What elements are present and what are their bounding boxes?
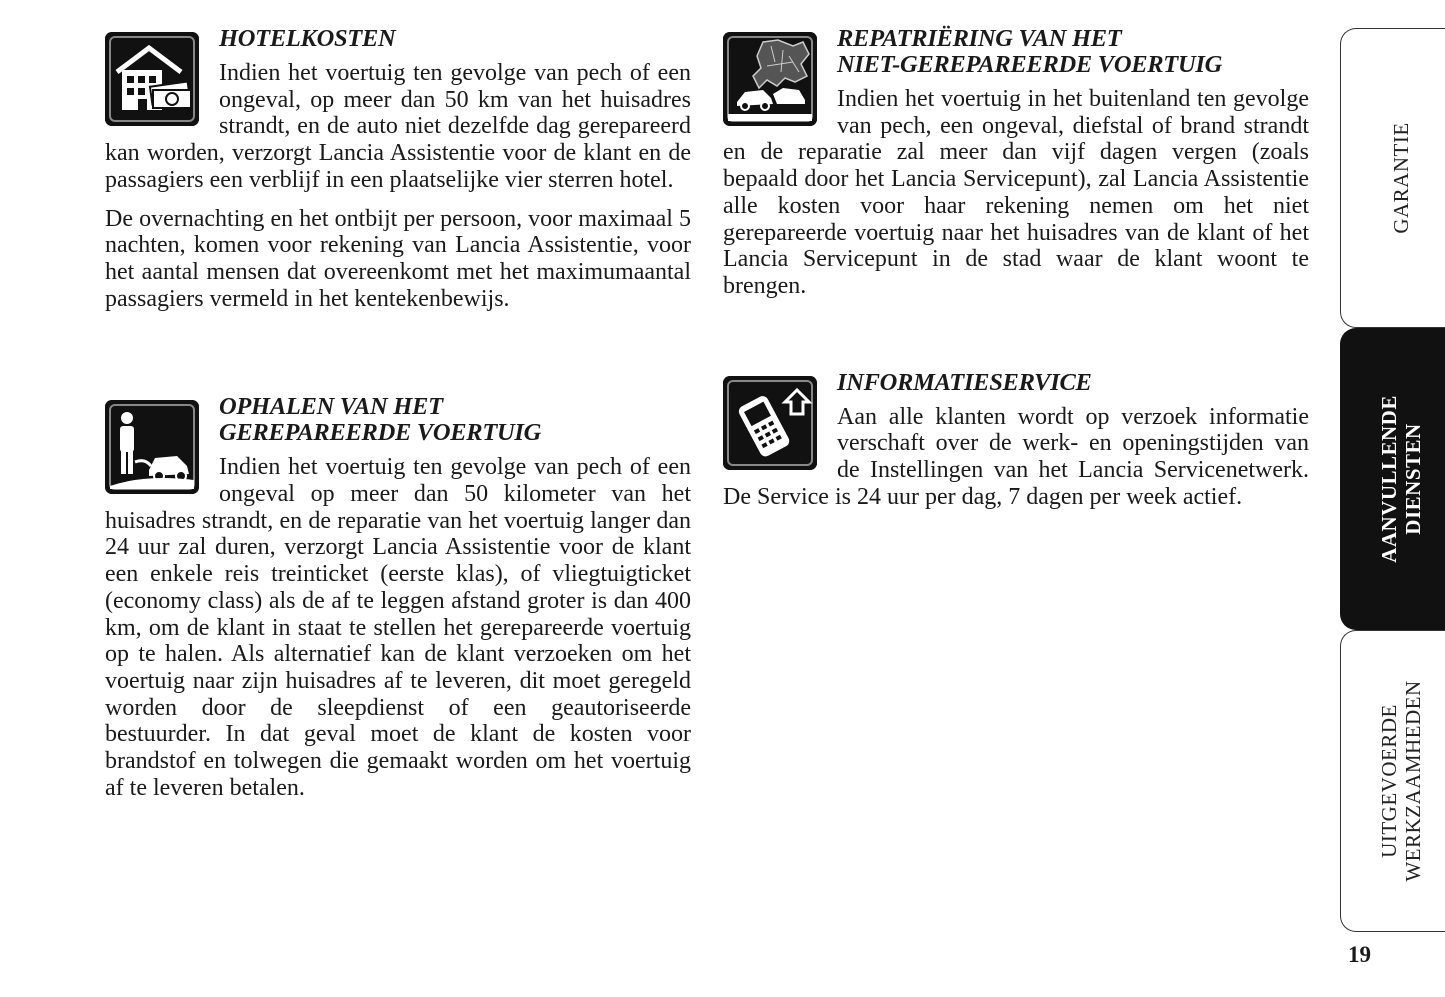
repatriering-title-line-1: REPATRIËRING VAN HET bbox=[837, 25, 1122, 52]
tab-aanvullende-line-2: DIENSTEN bbox=[1400, 423, 1425, 535]
hotelkosten-title: HOTELKOSTEN bbox=[219, 25, 396, 52]
section-ophalen bbox=[105, 394, 691, 801]
informatieservice-paragraph-1: Aan alle klanten wordt op verzoek informatie verschaft over de werk- en openingstijden van de Instellingen van het Lancia Servicenetwerk. De Service is 24 uur per dag, 7 dagen per week actief. bbox=[723, 403, 1309, 510]
hotel-money-icon bbox=[105, 32, 199, 126]
tab-aanvullende-line-1: AANVULLENDE bbox=[1376, 395, 1401, 563]
tab-garantie-line-1: GARANTIE bbox=[1388, 122, 1413, 234]
tab-uitgevoerde-werkzaamheden[interactable] bbox=[1340, 630, 1445, 932]
hotelkosten-paragraph-1: Indien het voertuig ten gevolge van pech of een ongeval, op meer dan 50 km van het huisadres strandt, en de auto niet dezelfde dag gerepareerd kan worden, verzorgt Lancia Assistentie voor de klant en de passagiers een verblijf in een plaatselijke vier sterren hotel. bbox=[105, 60, 691, 193]
ophalen-paragraph-1: Indien het voertuig ten gevolge van pech of een ongeval op meer dan 50 kilometer van het huisadres strandt, en de reparatie van het voertuig langer dan 24 uur zal duren, verzorgt Lancia Assistentie voor de klant een enkele reis treinticket (eerste klas), of vliegtuigticket (economy class) als de af te leggen afstand groter is dan 400 km, om de klant in staat te stellen het gerepareerde voertuig op te halen. Als alternatief kan de klant verzoeken om het voertuig naar zijn huisadres af te leveren, dit moet geregeld worden door de sleepdienst of een geautoriseerde bestuurder. In dat geval moet de klant de kosten voor brandstof en tolwegen die gemaakt worden om het voertuig af te leveren betalen. bbox=[105, 454, 691, 801]
mobile-phone-icon bbox=[723, 376, 817, 470]
hotelkosten-paragraph-2: De overnachting en het ontbijt per persoon, voor maximaal 5 nachten, komen voor rekening van Lancia Assistentie, voor het aantal mensen dat overeenkomt met het maximumaantal passagiers vermeld in het kentekenbewijs. bbox=[105, 205, 691, 312]
repatriering-title-line-2: NIET-GEREPAREERDE VOERTUIG bbox=[837, 51, 1222, 78]
tab-uitgevoerde-line-1: UITGEVOERDE bbox=[1376, 704, 1401, 858]
tab-uitgevoerde-line-2: WERKZAAMHEDEN bbox=[1400, 680, 1425, 882]
section-informatieservice bbox=[723, 370, 1309, 511]
ophalen-title-line-2: GEREPAREERDE VOERTUIG bbox=[219, 419, 542, 447]
europe-map-car-icon bbox=[723, 32, 817, 126]
tab-garantie[interactable] bbox=[1340, 28, 1445, 328]
tab-uitgevoerde-label bbox=[1377, 680, 1425, 881]
tab-aanvullende-diensten[interactable] bbox=[1340, 328, 1445, 630]
repatriering-paragraph-1: Indien het voertuig in het buitenland ten gevolge van pech, een ongeval, diefstal of brand strandt en de reparatie zal meer dan vijf dagen vergen (zoals bepaald door het Lancia Servicepunt), zal Lancia Assistentie alle kosten voor haar rekening nemen om het niet gerepareerde voertuig naar het huisadres van de klant of het Lancia Servicepunt in de stad waar de klant woont te brengen. bbox=[723, 86, 1309, 299]
tab-aanvullende-label bbox=[1377, 395, 1425, 563]
person-car-pickup-icon bbox=[105, 400, 199, 494]
page-number: 19 bbox=[1348, 942, 1371, 967]
tab-garantie-label bbox=[1389, 122, 1413, 233]
right-column bbox=[723, 26, 1309, 510]
section-repatriering bbox=[723, 26, 1309, 300]
informatieservice-title: INFORMATIESERVICE bbox=[837, 368, 1092, 396]
ophalen-title-line-1: OPHALEN VAN HET bbox=[219, 393, 443, 421]
section-hotelkosten bbox=[105, 26, 691, 312]
left-column bbox=[105, 26, 691, 801]
